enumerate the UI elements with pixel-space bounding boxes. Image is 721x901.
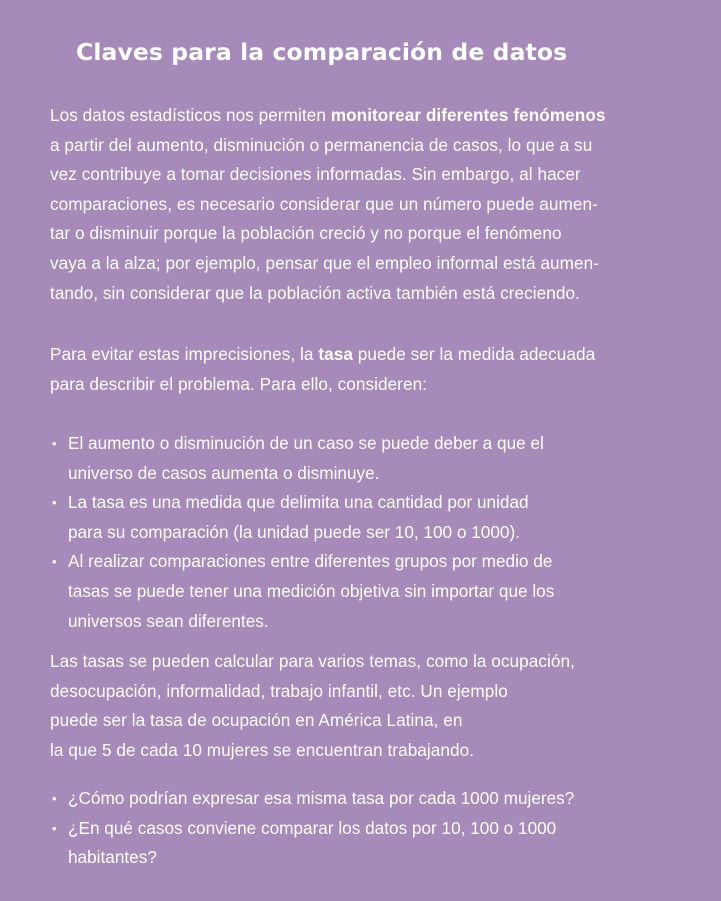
paragraph-line	[50, 340, 595, 370]
paragraph-line: vaya a la alza; por ejemplo, pensar que el empleo informal está aumen-	[50, 252, 600, 273]
list-item-line: universo de casos aumenta o disminuye.	[68, 462, 380, 483]
line-text: Para evitar estas imprecisiones, la	[50, 344, 319, 364]
list-item-line: La tasa es una medida que delimita una cantidad por unidad	[68, 492, 529, 513]
question-item	[50, 784, 574, 814]
list-item-line: Al realizar comparaciones entre diferentes grupos por medio de	[68, 551, 553, 572]
bold-emphasis: monitorear diferentes fenómenos	[330, 105, 606, 125]
question-item	[50, 814, 574, 873]
paragraph-line: desocupación, informalidad, trabajo infantil, etc. Un ejemplo	[50, 680, 508, 701]
paragraph-line: vez contribuye a tomar decisiones informadas. Sin embargo, al hacer	[50, 164, 581, 185]
bullet-icon: •	[52, 554, 57, 570]
paragraph-line: tando, sin considerar que la población activa también está creciendo.	[50, 282, 580, 303]
list-item-line: habitantes?	[68, 847, 157, 868]
considerations-list	[50, 429, 554, 636]
list-item	[50, 547, 554, 636]
bullet-icon: •	[52, 820, 57, 836]
list-item-line: ¿En qué casos conviene comparar los datos por 10, 100 o 1000	[68, 817, 557, 838]
line-text: puede ser la medida adecuada	[352, 344, 596, 364]
list-item-line: El aumento o disminución de un caso se puede deber a que el	[68, 433, 544, 453]
paragraph-line: a partir del aumento, disminución o permanencia de casos, lo que a su	[50, 134, 593, 155]
example-paragraph	[50, 647, 575, 765]
paragraph-line: puede ser la tasa de ocupación en América Latina, en	[50, 710, 463, 731]
bold-emphasis: tasa	[318, 344, 353, 364]
list-item	[50, 429, 554, 488]
questions-list	[50, 784, 574, 873]
paragraph-line: tar o disminuir porque la población creció y no porque el fenómeno	[50, 223, 562, 244]
paragraph-line: Las tasas se pueden calcular para varios temas, como la ocupación,	[50, 651, 575, 671]
paragraph-line: comparaciones, es necesario considerar que un número puede aumen-	[50, 193, 598, 214]
list-item-line: universos sean diferentes.	[68, 610, 269, 631]
bullet-icon: •	[52, 791, 57, 806]
bullet-icon: •	[52, 495, 57, 511]
paragraph-line	[50, 101, 605, 131]
line-text: Los datos estadísticos nos permiten	[50, 105, 331, 125]
intro-paragraph	[50, 101, 605, 308]
list-item	[50, 488, 554, 547]
tasa-paragraph	[50, 340, 595, 399]
paragraph-line: para describir el problema. Para ello, consideren:	[50, 373, 427, 394]
section-title: Claves para la comparación de datos	[76, 38, 568, 66]
bullet-icon: •	[52, 436, 57, 451]
list-item-line: ¿Cómo podrían expresar esa misma tasa por cada 1000 mujeres?	[68, 788, 575, 808]
paragraph-line: la que 5 de cada 10 mujeres se encuentran trabajando.	[50, 739, 475, 760]
list-item-line: para su comparación (la unidad puede ser 10, 100 o 1000).	[68, 521, 520, 542]
list-item-line: tasas se puede tener una medición objetiva sin importar que los	[68, 580, 555, 601]
